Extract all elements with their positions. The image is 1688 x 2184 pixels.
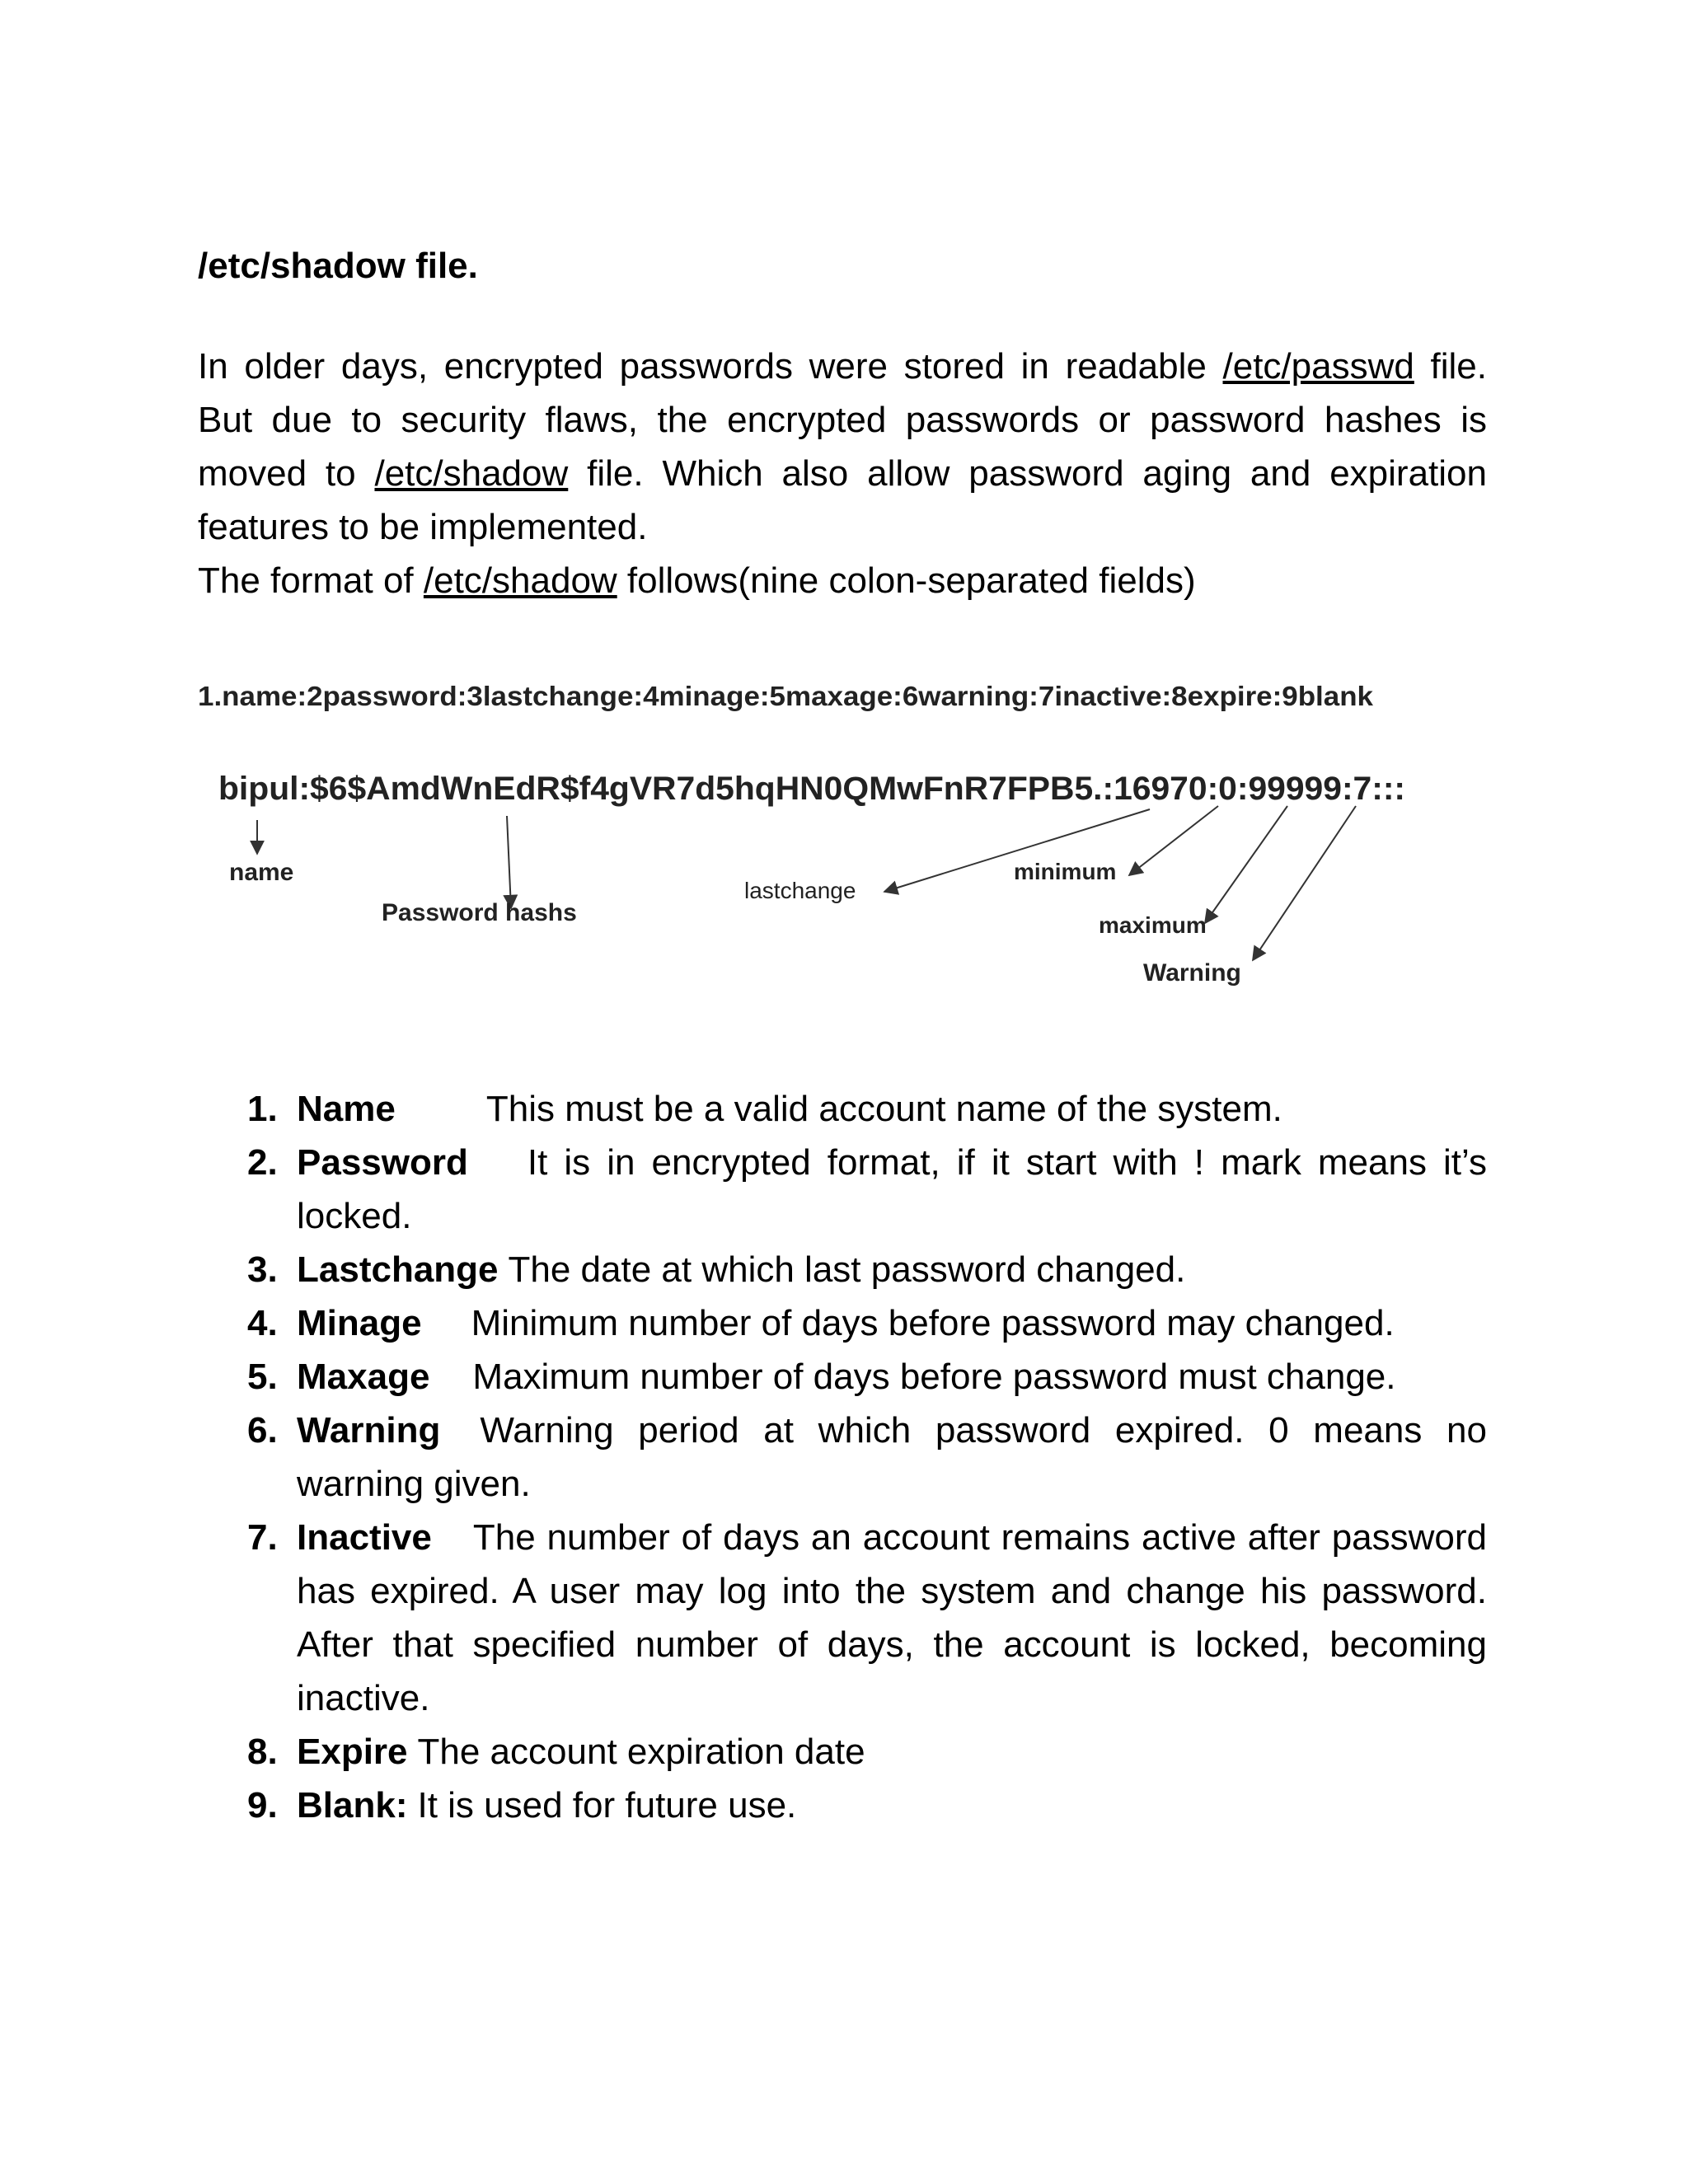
field-description: Warning period at which password expired. 0 means no warning given. xyxy=(297,1410,1487,1504)
list-number: 2. xyxy=(247,1142,278,1183)
list-number: 1. xyxy=(247,1089,278,1129)
list-item xyxy=(239,1082,1487,1136)
field-description: It is used for future use. xyxy=(417,1785,797,1825)
maximum-arrow xyxy=(1205,806,1287,923)
warning-arrow xyxy=(1253,806,1356,960)
list-item xyxy=(239,1725,1487,1779)
list-item xyxy=(239,1511,1487,1725)
format-line: 1.name:2password:3lastchange:4minage:5maxage:6warning:7inactive:8expire:9blank xyxy=(198,681,1374,711)
shadow-format-diagram xyxy=(0,668,1688,1014)
list-number: 3. xyxy=(247,1249,278,1290)
list-number: 9. xyxy=(247,1785,278,1825)
field-term: Warning xyxy=(297,1410,441,1451)
maximum-label: maximum xyxy=(1099,912,1207,938)
field-term: Expire xyxy=(297,1732,408,1772)
field-term: Name xyxy=(297,1089,396,1129)
list-number: 7. xyxy=(247,1517,278,1558)
password-arrow xyxy=(507,816,511,908)
list-number: 8. xyxy=(247,1732,278,1772)
list-item xyxy=(239,1779,1487,1832)
lastchange-label: lastchange xyxy=(744,878,856,903)
field-description: The account expiration date xyxy=(417,1732,865,1772)
field-term: Blank: xyxy=(297,1785,408,1825)
field-description: The date at which last password changed. xyxy=(508,1249,1186,1290)
list-number: 5. xyxy=(247,1357,278,1397)
page-title: /etc/shadow file. xyxy=(198,246,478,286)
name-label: name xyxy=(229,859,294,886)
field-description: Minimum number of days before password may changed. xyxy=(471,1303,1395,1343)
list-item xyxy=(239,1136,1487,1243)
field-term: Password xyxy=(297,1142,468,1183)
field-description: It is in encrypted format, if it start with ! mark means it’s locked. xyxy=(297,1142,1487,1236)
intro-text-1: In older days, encrypted passwords were stored in readable xyxy=(198,346,1223,387)
minimum-label: minimum xyxy=(1014,859,1117,884)
format-prefix: The format of xyxy=(198,560,424,601)
warning-label: Warning xyxy=(1143,959,1241,987)
list-item xyxy=(239,1296,1487,1350)
field-description: Maximum number of days before password must change. xyxy=(472,1357,1396,1397)
example-line: bipul:$6$AmdWnEdR$f4gVR7d5hqHN0QMwFnR7FPB5.:16970:0:99999:7::: xyxy=(218,771,1405,807)
field-term: Maxage xyxy=(297,1357,430,1397)
intro-text-2: file. But due to security flaws, the encrypted passwords or password hashes is moved to xyxy=(198,346,1487,494)
format-sentence xyxy=(198,554,1487,607)
etc-shadow-link: /etc/shadow xyxy=(374,453,569,494)
field-list xyxy=(239,1082,1487,1832)
list-item xyxy=(239,1243,1487,1296)
password-hashs-label: Password hashs xyxy=(382,899,577,926)
intro-text-3: file. Which also allow password aging and expiration features to be implemented. xyxy=(198,453,1487,547)
intro-paragraph xyxy=(198,340,1487,607)
field-description: This must be a valid account name of the system. xyxy=(485,1089,1282,1129)
field-term: Lastchange xyxy=(297,1249,499,1290)
field-term: Inactive xyxy=(297,1517,432,1558)
field-term: Minage xyxy=(297,1303,422,1343)
field-description: The number of days an account remains active after password has expired. A user may log into the system and change his password. After that specified number of days, the account is locked, becoming inactive. xyxy=(297,1517,1487,1718)
etc-passwd-link: /etc/passwd xyxy=(1222,346,1414,387)
list-number: 6. xyxy=(247,1410,278,1451)
format-etc-shadow-link: /etc/shadow xyxy=(423,560,617,601)
list-item xyxy=(239,1404,1487,1511)
format-suffix: follows(nine colon-separated fields) xyxy=(617,560,1196,601)
list-number: 4. xyxy=(247,1303,278,1343)
minimum-arrow xyxy=(1129,806,1218,875)
list-item xyxy=(239,1350,1487,1404)
